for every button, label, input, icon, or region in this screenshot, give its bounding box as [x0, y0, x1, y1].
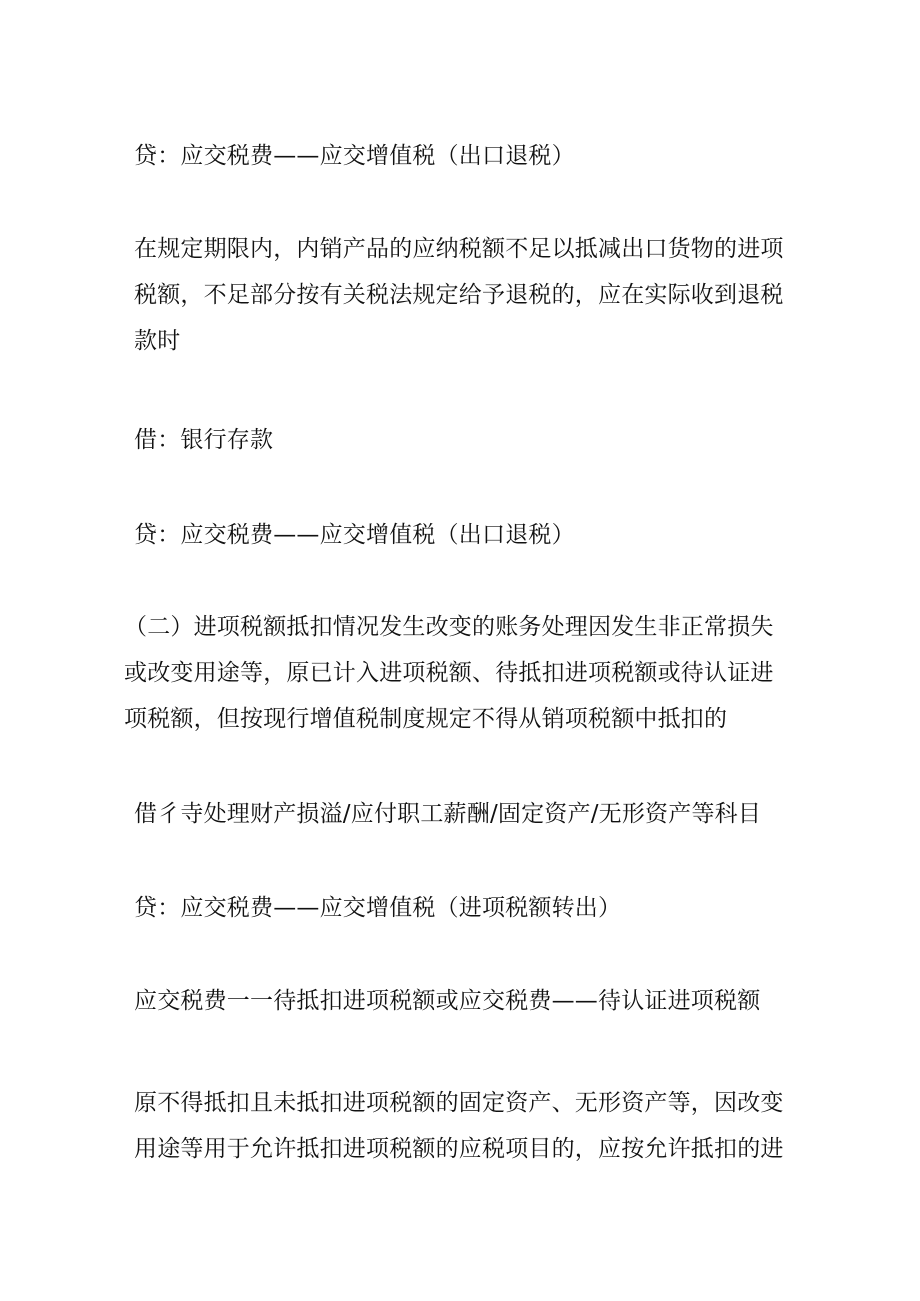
- paragraph-credit-export-refund-2: 贷：应交税费——应交增值税（出口退税）: [134, 522, 575, 548]
- paragraph-pending-deduction: 应交税费一一待抵扣进项税额或应交税费——待认证进项税额: [134, 988, 761, 1014]
- paragraph-debit-pending-loss: 借彳寺处理财产损溢/应付职工薪酬/固定资产/无形资产等科目: [134, 801, 762, 827]
- paragraph-debit-bank-deposit: 借：银行存款: [134, 427, 274, 453]
- paragraph-fixed-asset-change: 原不得抵扣且未抵扣进项税额的固定资产、无形资产等，因改变用途等用于允许抵扣进项税额的应税项目的，应按允许抵扣的进: [134, 1090, 784, 1162]
- paragraph-domestic-sales-refund: 在规定期限内，内销产品的应纳税额不足以抵减出口货物的进项税额，不足部分按有关税法规定给予退税的，应在实际收到退税款时: [134, 236, 784, 354]
- paragraph-credit-export-refund-1: 贷：应交税费——应交增值税（出口退税）: [134, 143, 575, 169]
- paragraph-credit-input-tax-transfer: 贷：应交税费——应交增值税（进项税额转出）: [134, 895, 622, 921]
- paragraph-section-two: （二）进项税额抵扣情况发生改变的账务处理因发生非正常损失或改变用途等，原已计入进项税额、待抵扣进项税额或待认证进项税额，但按现行增值税制度规定不得从销项税额中抵扣的: [124, 614, 774, 732]
